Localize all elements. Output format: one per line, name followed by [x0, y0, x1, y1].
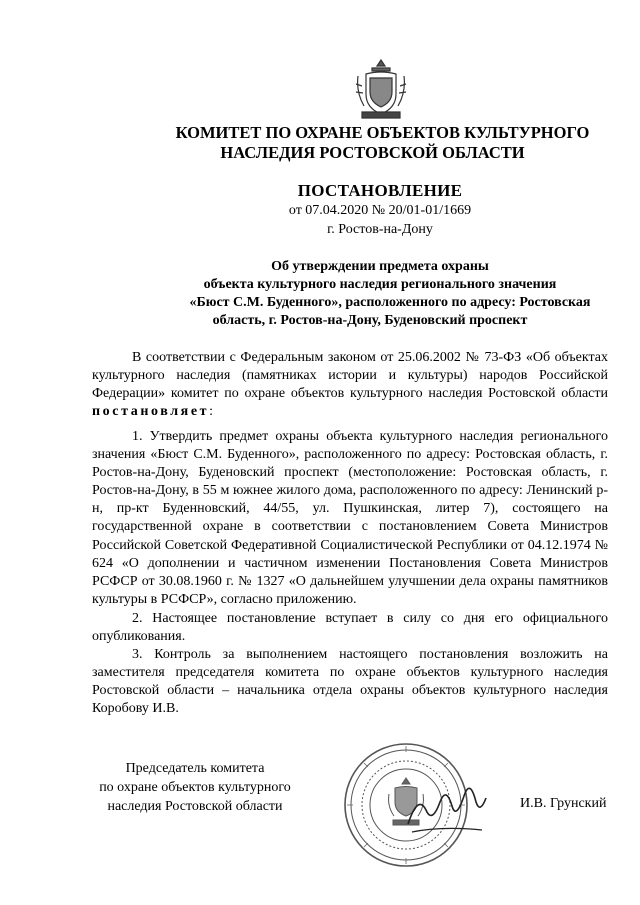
signatory-name: И.В. Грунский	[520, 796, 607, 811]
document-city: г. Ростов-на-Дону	[327, 222, 433, 237]
subject-line4: область, г. Ростов-на-Дону, Буденовский проспект	[212, 313, 528, 328]
committee-name-line2: НАСЛЕДИЯ РОСТОВСКОЙ ОБЛАСТИ	[220, 143, 525, 162]
document-number-date: от 07.04.2020 № 20/01-01/1669	[288, 203, 472, 218]
item-1-paragraph: 1. Утвердить предмет охраны объекта культурного наследия регионального значения «Бюст С.М. Буденного», расположенного по адресу: Ростовская область, г. Ростов-на-Дону, Буденовский проспект (местоположение: Ростовская область, г. Ростов-на-Дону, в 55 м южнее жилого дома, расположенного по адресу: Ленинский р-н, пр-кт Буденновский, 44/55, ул. Пушкинская, литер 7), состоящего на государственной охране в соответствии с постановлением Совета Министров Российской Советской Федеративной Социалистической Республики от 04.12.1974 № 624 «О дополнении и частичном изменении Постановления Совета Министров РСФСР от 30.08.1960 г. № 1327 «О дальнейшем улучшении дела охраны памятников культуры в РСФСР», согласно приложению.	[92, 429, 608, 607]
subject-line1: Об утверждении предмета охраны	[271, 259, 489, 274]
handwritten-signature-icon	[402, 776, 492, 842]
signatory-title-line2: по охране объектов культурного	[99, 780, 291, 795]
item-3-paragraph: 3. Контроль за выполнением настоящего постановления возложить на заместителя председателя комитета по охране объектов культурного наследия Ростовской области – начальника отдела охраны объектов культурного наследия Коробову И.В.	[92, 647, 608, 717]
signatory-title-line3: наследия Ростовской области	[107, 799, 283, 814]
document-type: ПОСТАНОВЛЕНИЕ	[297, 181, 463, 200]
preamble-text: В соответствии с Федеральным законом от 25.06.2002 № 73-ФЗ «Об объектах культурного наследия (памятниках истории и культуры) народов Российской Федерации» комитет по охране объектов культурного наследия Ростовской области	[92, 350, 608, 402]
signatory-title-line1: Председатель комитета	[125, 761, 265, 776]
preamble-paragraph	[92, 349, 608, 421]
committee-name-line1: КОМИТЕТ ПО ОХРАНЕ ОБЪЕКТОВ КУЛЬТУРНОГО	[175, 123, 590, 142]
item-2-paragraph: 2. Настоящее постановление вступает в силу со дня его официального опубликования.	[92, 611, 608, 645]
preamble-verb: постановляет	[92, 404, 210, 420]
subject-line3: «Бюст С.М. Буденного», расположенного по адресу: Ростовская	[189, 295, 591, 310]
preamble-end: :	[209, 404, 214, 420]
signatory-title	[90, 759, 300, 816]
subject-line2: объекта культурного наследия регионального значения	[203, 277, 557, 292]
coat-of-arms-icon	[354, 56, 408, 122]
